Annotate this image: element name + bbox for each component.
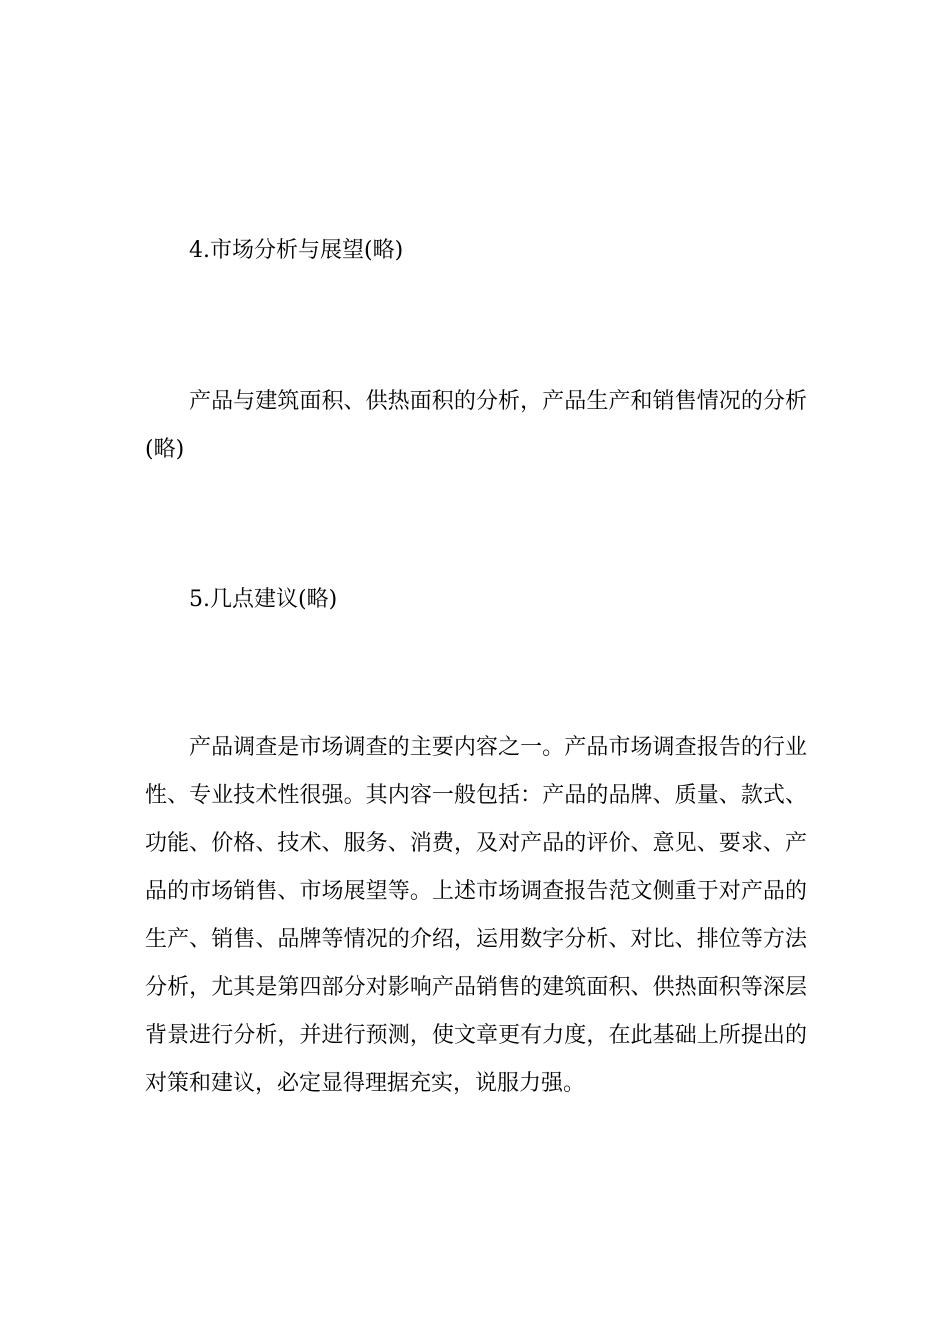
paragraph-commentary: 产品调查是市场调查的主要内容之一。产品市场调查报告的行业性、专业技术性很强。其内容一般包括：产品的品牌、质量、款式、功能、价格、技术、服务、消费，及对产品的评价、意见、要求、产品的市场销售、市场展望等。上述市场调查报告范文侧重于对产品的生产、销售、品牌等情况的介绍，运用数字分析、对比、排位等方法分析，尤其是第四部分对影响产品销售的建筑面积、供热面积等深层背景进行分析，并进行预测，使文章更有力度，在此基础上所提出的对策和建议，必定显得理据充实，说服力强。 [145,735,807,1096]
section-heading-suggestions: 5.几点建议(略) [189,587,338,612]
section-heading-market-analysis: 4.市场分析与展望(略) [189,238,404,263]
paragraph-analysis-note: 产品与建筑面积、供热面积的分析，产品生产和销售情况的分析(略) [145,389,807,462]
